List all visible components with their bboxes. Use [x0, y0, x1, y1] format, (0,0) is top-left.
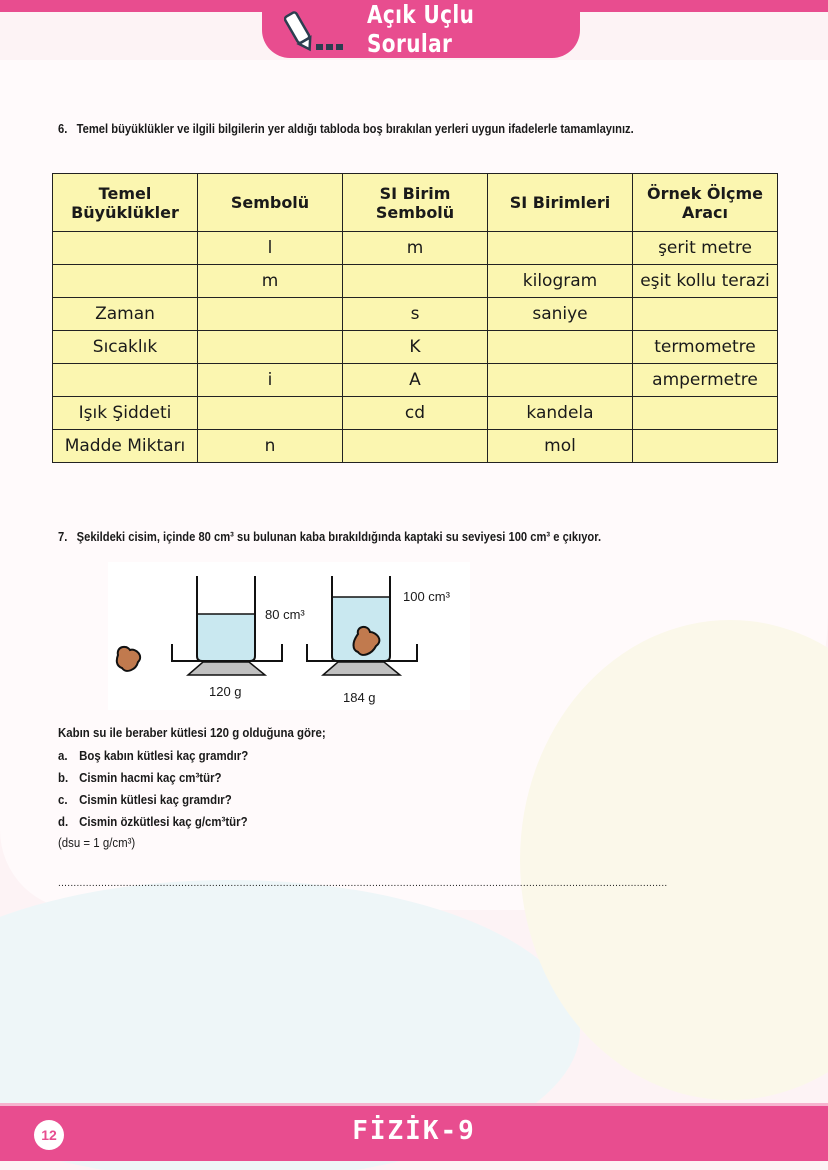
- column-header: [53, 174, 198, 232]
- table-cell: Madde Miktarı: [53, 430, 198, 463]
- blank-cell[interactable]: [633, 430, 778, 463]
- question-number: 6.: [58, 121, 68, 136]
- table-row: [53, 430, 778, 463]
- sub-question-text: Cismin kütlesi kaç gramdır?: [79, 792, 232, 807]
- header-line: Sembolü: [375, 202, 455, 222]
- table-cell: termometre: [633, 331, 778, 364]
- mass-label-120: 120 g: [209, 684, 242, 699]
- question-6: [58, 121, 634, 136]
- object-shape: [117, 647, 140, 671]
- beaker-diagram: [108, 562, 470, 710]
- water-density-note: (dsu = 1 g/cm³): [58, 835, 136, 850]
- table-cell: kandela: [488, 397, 633, 430]
- volume-label-100: 100 cm³: [403, 589, 450, 604]
- table-cell: l: [198, 232, 343, 265]
- answer-line[interactable]: ......................................................................................................................................................................................................: [58, 878, 668, 889]
- blank-cell[interactable]: [343, 265, 488, 298]
- question-7: [58, 529, 601, 544]
- header-line: SI Birimleri: [509, 193, 611, 212]
- table-row: [53, 331, 778, 364]
- blank-cell[interactable]: [488, 232, 633, 265]
- header-line: Büyüklükler: [71, 202, 179, 222]
- blank-cell[interactable]: [53, 265, 198, 298]
- header-line: SI Birim: [379, 183, 451, 203]
- sub-question-letter: c.: [58, 792, 68, 807]
- blank-cell[interactable]: [633, 298, 778, 331]
- blank-cell[interactable]: [198, 397, 343, 430]
- table-cell: m: [343, 232, 488, 265]
- water: [197, 614, 255, 661]
- blank-cell[interactable]: [53, 364, 198, 397]
- table-cell: m: [198, 265, 343, 298]
- table-cell: Sıcaklık: [53, 331, 198, 364]
- table-row: [53, 298, 778, 331]
- subject-title: FİZİK-9: [352, 1116, 476, 1146]
- question-number: 7.: [58, 529, 68, 544]
- column-header: [633, 174, 778, 232]
- header-line: Sembolü: [230, 193, 310, 212]
- table-cell: saniye: [488, 298, 633, 331]
- table-cell: Işık Şiddeti: [53, 397, 198, 430]
- table-cell: şerit metre: [633, 232, 778, 265]
- table-cell: ampermetre: [633, 364, 778, 397]
- sub-question: [58, 814, 248, 829]
- table-row: [53, 232, 778, 265]
- table-row: [53, 397, 778, 430]
- question-text: Şekildeki cisim, içinde 80 cm³ su bulunan kaba bırakıldığında kaptaki su seviyesi 100 cm³ e çıkıyor.: [76, 529, 602, 544]
- header-line: Temel: [98, 183, 152, 203]
- beaker-figure: [108, 562, 470, 710]
- column-header: [343, 174, 488, 232]
- sub-question-text: Cismin hacmi kaç cm³tür?: [79, 770, 222, 785]
- question-text: Temel büyüklükler ve ilgili bilgilerin yer aldığı tabloda boş bırakılan yerleri uygun ifadelerle tamamlayınız.: [76, 121, 634, 136]
- blank-cell[interactable]: [488, 364, 633, 397]
- header-line: Aracı: [681, 202, 729, 222]
- table-cell: i: [198, 364, 343, 397]
- blank-cell[interactable]: [53, 232, 198, 265]
- footer: [0, 1103, 828, 1161]
- blank-cell[interactable]: [198, 331, 343, 364]
- table-cell: mol: [488, 430, 633, 463]
- column-header: [198, 174, 343, 232]
- section-title: Açık Uçlu Sorular: [367, 0, 475, 58]
- table-cell: cd: [343, 397, 488, 430]
- quantities-table: [52, 173, 778, 463]
- table-cell: eşit kollu terazi: [633, 265, 778, 298]
- mass-label-184: 184 g: [343, 690, 376, 705]
- blank-cell[interactable]: [633, 397, 778, 430]
- sub-question: [58, 748, 248, 763]
- pencil-icon: [284, 10, 354, 54]
- sub-question-letter: b.: [58, 770, 69, 785]
- table-cell: Zaman: [53, 298, 198, 331]
- table-cell: n: [198, 430, 343, 463]
- question-intro: Kabın su ile beraber kütlesi 120 g olduğuna göre;: [58, 725, 326, 740]
- table-cell: A: [343, 364, 488, 397]
- sub-question-text: Boş kabın kütlesi kaç gramdır?: [79, 748, 249, 763]
- sub-question-letter: a.: [58, 748, 68, 763]
- section-header: [262, 0, 580, 58]
- table-cell: s: [343, 298, 488, 331]
- table-row: [53, 265, 778, 298]
- blank-cell[interactable]: [198, 298, 343, 331]
- table-cell: K: [343, 331, 488, 364]
- sub-question-letter: d.: [58, 814, 69, 829]
- column-header: [488, 174, 633, 232]
- blank-cell[interactable]: [488, 331, 633, 364]
- sub-question: [58, 792, 232, 807]
- header-line: Örnek Ölçme: [646, 183, 764, 203]
- sub-question: [58, 770, 222, 785]
- volume-label-80: 80 cm³: [265, 607, 305, 622]
- page-number: 12: [34, 1120, 64, 1150]
- table-cell: kilogram: [488, 265, 633, 298]
- blank-cell[interactable]: [343, 430, 488, 463]
- table-row: [53, 364, 778, 397]
- sub-question-text: Cismin özkütlesi kaç g/cm³tür?: [79, 814, 248, 829]
